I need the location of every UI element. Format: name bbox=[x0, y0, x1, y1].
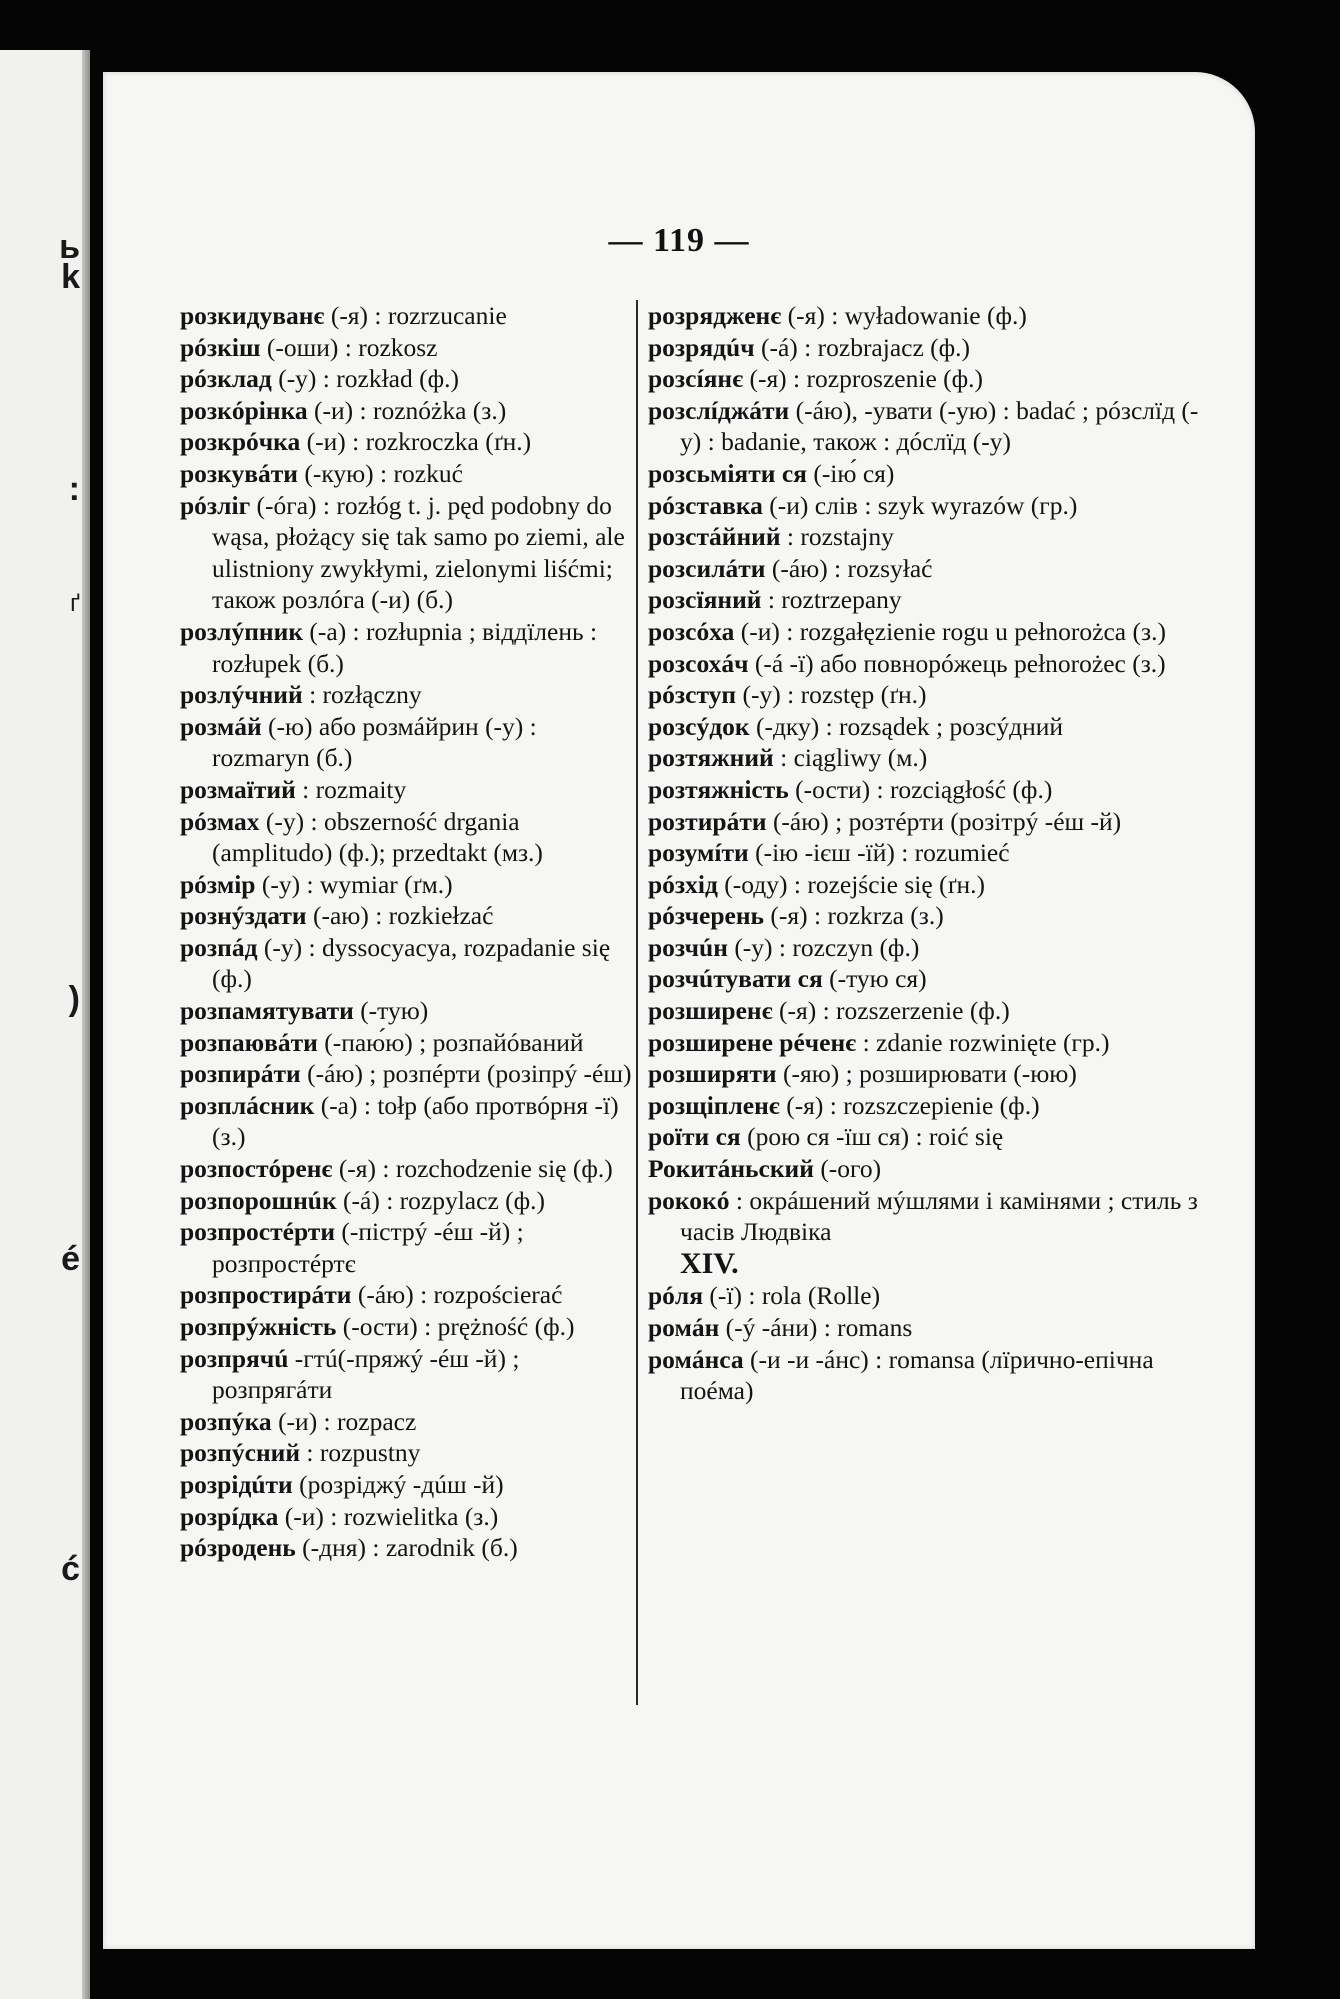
entry-headword: розсилáти bbox=[648, 553, 766, 583]
entry-definition: (-аю) : rozkiełzać bbox=[306, 901, 494, 931]
margin-fragment: ь bbox=[59, 228, 80, 266]
entry-headword: розмаїтий bbox=[180, 774, 296, 804]
entry-headword: рóзліг bbox=[180, 490, 251, 520]
entry-headword: розрíдка bbox=[180, 1501, 279, 1531]
previous-page-edge bbox=[0, 50, 90, 1999]
entry-headword: розпростéрти bbox=[180, 1217, 336, 1247]
entry-definition: (-я) : rozszerzenie (ф.) bbox=[772, 996, 1010, 1026]
entry-definition: (-паю́ю) ; розпайóваний bbox=[317, 1027, 584, 1057]
dictionary-entry bbox=[648, 1312, 1208, 1344]
dictionary-entry bbox=[648, 711, 1208, 743]
dictionary-entry bbox=[180, 616, 635, 679]
entry-headword: розщіпленє bbox=[648, 1090, 780, 1120]
dictionary-entry bbox=[648, 900, 1208, 932]
entry-headword: рóзхід bbox=[648, 869, 718, 899]
entry-headword: розпýсний bbox=[180, 1438, 301, 1468]
dictionary-entry bbox=[180, 711, 635, 774]
dictionary-entry bbox=[648, 932, 1208, 964]
entry-headword: ромáнса bbox=[648, 1344, 744, 1374]
entry-definition: (-ого) bbox=[813, 1154, 882, 1184]
dictionary-entry bbox=[180, 363, 635, 395]
entry-headword: рóзчерень bbox=[648, 901, 765, 931]
entry-headword: розпаювáти bbox=[180, 1027, 318, 1057]
entry-definition: : roztrzepany bbox=[761, 585, 902, 615]
dictionary-entry bbox=[648, 553, 1208, 585]
entry-definition: (-кую) : rozkuć bbox=[298, 458, 463, 488]
entry-definition: (-тую ся) bbox=[822, 964, 927, 994]
entry-definition: (-я) : rozchodzenie się (ф.) bbox=[332, 1154, 613, 1184]
entry-headword: розсохáч bbox=[648, 648, 749, 678]
entry-definition: (-оду) : rozejście się (ґн.) bbox=[717, 869, 985, 899]
entry-definition: (-ю) або розмáйрин (-у) : rozmaryn (б.) bbox=[212, 711, 537, 773]
dictionary-entry bbox=[180, 1216, 635, 1279]
entry-headword: рóзкіш bbox=[180, 332, 261, 362]
entry-definition: : zdanie rozwinięte (гр.) bbox=[856, 1027, 1110, 1057]
entry-headword: рóзмір bbox=[180, 869, 256, 899]
dictionary-entry bbox=[180, 490, 635, 616]
entry-headword: розумíти bbox=[648, 838, 749, 868]
entry-definition: (-и -и -áнс) : romansa (лїрично-епічна поéма) bbox=[680, 1344, 1154, 1406]
dictionary-entry bbox=[180, 1311, 635, 1343]
entry-headword: розлýпник bbox=[180, 616, 304, 646]
dictionary-entry bbox=[180, 1532, 635, 1564]
left-column bbox=[180, 300, 635, 1564]
dictionary-entry bbox=[648, 869, 1208, 901]
dictionary-entry bbox=[180, 1406, 635, 1438]
entry-headword: розсóха bbox=[648, 616, 735, 646]
dictionary-entry bbox=[648, 774, 1208, 806]
margin-fragment: ć bbox=[61, 1550, 80, 1588]
dictionary-entry bbox=[180, 426, 635, 458]
entry-definition: (-а) : tołp (або протвóрня -ї) (з.) bbox=[212, 1090, 619, 1152]
entry-headword: рóзродень bbox=[180, 1533, 296, 1563]
dictionary-entry bbox=[648, 584, 1208, 616]
dictionary-entry bbox=[180, 1185, 635, 1217]
dictionary-entry bbox=[648, 300, 1208, 332]
entry-headword: розпамятувати bbox=[180, 996, 354, 1026]
entry-definition: (-и) : rozwielitka (з.) bbox=[278, 1501, 499, 1531]
dictionary-entry bbox=[180, 869, 635, 901]
margin-fragment: é bbox=[61, 1240, 80, 1278]
dictionary-entry bbox=[180, 332, 635, 364]
dictionary-entry bbox=[648, 1121, 1208, 1153]
dictionary-entry bbox=[648, 1280, 1208, 1312]
entry-definition: (-дня) : zarodnik (б.) bbox=[295, 1533, 518, 1563]
entry-headword: Рокитáньский bbox=[648, 1154, 814, 1184]
entry-definition: (-у) : rozkład (ф.) bbox=[271, 364, 459, 394]
entry-headword: розкидуванє bbox=[180, 301, 325, 330]
entry-headword: розпýка bbox=[180, 1406, 272, 1436]
entry-headword: розтяжний bbox=[648, 743, 774, 773]
entry-headword: розтирáти bbox=[648, 806, 767, 836]
entry-headword: розкóрінка bbox=[180, 395, 308, 425]
entry-definition: (-áю) : rozpościerać bbox=[351, 1280, 563, 1310]
dictionary-entry bbox=[648, 616, 1208, 648]
dictionary-entry bbox=[180, 1090, 635, 1153]
entry-definition: (-и) слів : szyk wyrazów (гр.) bbox=[762, 490, 1078, 520]
entry-headword: розчúтувати ся bbox=[648, 964, 823, 994]
entry-headword: розпорошнúк bbox=[180, 1185, 337, 1215]
entry-definition: (-я) : wyładowanie (ф.) bbox=[781, 301, 1027, 330]
entry-definition: : ciągliwy (м.) bbox=[773, 743, 928, 773]
entry-definition: (-у) : obszerność drgania (amplitudo) (ф.); przedtakt (мз.) bbox=[212, 806, 543, 868]
book-spine bbox=[82, 50, 90, 1999]
entry-headword: рóля bbox=[648, 1281, 704, 1311]
dictionary-entry bbox=[180, 900, 635, 932]
dictionary-entry bbox=[648, 521, 1208, 553]
entry-headword: розлýчний bbox=[180, 680, 303, 710]
entry-definition: (-ї) : rola (Rolle) bbox=[703, 1281, 881, 1311]
entry-definition: (-я) : rozrzucanie bbox=[324, 301, 507, 330]
entry-definition: (-áю), -увати (-ую) : badać ; рóзслїд (-у) : badanie, також : дóслїд (-у) bbox=[680, 395, 1199, 457]
entry-headword: розсýдок bbox=[648, 711, 750, 741]
dictionary-entry bbox=[180, 774, 635, 806]
dictionary-entry bbox=[180, 679, 635, 711]
entry-definition: (-а) : rozłupnia ; віддїлень : rozłupek (б.) bbox=[212, 616, 598, 678]
entry-definition: (-и) : rozkroczka (ґн.) bbox=[300, 427, 532, 457]
entry-headword: ромáн bbox=[648, 1313, 720, 1342]
entry-definition: (-ію -ієш -їй) : rozumieć bbox=[748, 838, 1010, 868]
page-number: — 119 — bbox=[608, 222, 750, 259]
dictionary-entry bbox=[180, 806, 635, 869]
entry-definition: (-я) : rozszczepienie (ф.) bbox=[779, 1090, 1040, 1120]
entry-definition: : rozmaity bbox=[295, 774, 407, 804]
entry-headword: розрядúч bbox=[648, 332, 755, 362]
column-divider bbox=[636, 300, 638, 1705]
dictionary-entry bbox=[648, 332, 1208, 364]
entry-headword: розпрячú bbox=[180, 1343, 289, 1373]
entry-definition: (-я) : rozkrza (з.) bbox=[764, 901, 944, 931]
dictionary-entry bbox=[648, 1058, 1208, 1090]
dictionary-entry bbox=[180, 1153, 635, 1185]
entry-definition: (-áю) : rozsyłać bbox=[765, 553, 933, 583]
dictionary-entry bbox=[648, 1153, 1208, 1185]
dictionary-entry bbox=[180, 1343, 635, 1406]
margin-fragment: ґ bbox=[70, 590, 80, 617]
dictionary-entry bbox=[648, 363, 1208, 395]
entry-definition: (-ости) : prężność (ф.) bbox=[336, 1312, 575, 1341]
entry-definition: (-ý -áни) : romans bbox=[719, 1313, 913, 1342]
entry-definition: (-дку) : rozsądek ; розсýдний bbox=[749, 711, 1064, 741]
margin-fragment: ) bbox=[68, 980, 80, 1018]
entry-definition: (-у) : rozstęp (ґн.) bbox=[736, 680, 927, 710]
entry-tail: XIV. bbox=[680, 1246, 739, 1280]
entry-headword: розкрóчка bbox=[180, 427, 301, 457]
entry-headword: рóзставка bbox=[648, 490, 763, 520]
entry-headword: розстáйний bbox=[648, 522, 781, 552]
dictionary-entry bbox=[648, 1185, 1208, 1281]
dictionary-entry bbox=[648, 1090, 1208, 1122]
dictionary-entry bbox=[648, 963, 1208, 995]
entry-definition: (-á) : rozpylacz (ф.) bbox=[336, 1185, 546, 1215]
entry-headword: розсьміяти ся bbox=[648, 458, 807, 488]
entry-headword: розпростирáти bbox=[180, 1280, 352, 1310]
dictionary-entry bbox=[180, 395, 635, 427]
dictionary-entry bbox=[648, 1027, 1208, 1059]
entry-headword: розпостóренє bbox=[180, 1154, 333, 1184]
dictionary-entry bbox=[648, 490, 1208, 522]
entry-definition: : окрáшений мýшлями і камінями ; стиль з часів Людвіка bbox=[680, 1185, 1198, 1247]
entry-headword: розпáд bbox=[180, 932, 258, 962]
dictionary-page bbox=[103, 72, 1255, 1949]
entry-definition: -гтú(-пряжý -éш -й) ; розпрягáти bbox=[212, 1343, 520, 1405]
entry-headword: розширяти bbox=[648, 1059, 777, 1089]
dictionary-entry bbox=[648, 837, 1208, 869]
entry-headword: розчúн bbox=[648, 932, 728, 962]
entry-definition: (-яю) ; розширювати (-юю) bbox=[776, 1059, 1077, 1089]
dictionary-entry bbox=[180, 1437, 635, 1469]
entry-headword: рококó bbox=[648, 1185, 730, 1215]
right-column bbox=[648, 300, 1208, 1407]
entry-headword: розплáсник bbox=[180, 1090, 315, 1120]
entry-headword: розкувáти bbox=[180, 458, 298, 488]
entry-headword: розрідúти bbox=[180, 1469, 293, 1499]
dictionary-entry bbox=[180, 932, 635, 995]
dictionary-entry bbox=[180, 1469, 635, 1501]
margin-fragment: : bbox=[68, 470, 80, 508]
dictionary-entry bbox=[180, 300, 635, 332]
dictionary-entry bbox=[180, 1027, 635, 1059]
dictionary-entry bbox=[180, 458, 635, 490]
entry-headword: розпрýжність bbox=[180, 1312, 337, 1341]
entry-definition: (рою ся -їш ся) : roić się bbox=[740, 1122, 1004, 1152]
entry-headword: рóзступ bbox=[648, 680, 737, 710]
entry-definition: (-óга) : rozłóg t. j. pęd podobny do wąsa, płożący się tak samo po ziemi, ale ulistniony zwykłymi, zielonymi liśćmi; також розлóга (-и) (б.) bbox=[212, 490, 625, 615]
entry-definition: (-у) : dyssocyacya, rozpadanie się (ф.) bbox=[212, 932, 611, 994]
entry-definition: (-áю) ; розтéрти (розітрý -éш -й) bbox=[766, 806, 1122, 836]
entry-headword: роїти ся bbox=[648, 1122, 741, 1152]
entry-definition: : rozstajny bbox=[780, 522, 894, 552]
entry-definition: (-оши) : rozkosz bbox=[260, 332, 438, 362]
entry-definition: (-и) : rozpacz bbox=[271, 1406, 417, 1436]
entry-definition: (-и) : roznóżka (з.) bbox=[307, 395, 507, 425]
entry-definition: (-пістрý -éш -й) ; розпростéртє bbox=[212, 1217, 524, 1278]
entry-headword: рознýздати bbox=[180, 901, 307, 931]
entry-definition: (-ію́ ся) bbox=[806, 458, 895, 488]
dictionary-entry bbox=[648, 742, 1208, 774]
dictionary-entry bbox=[648, 648, 1208, 680]
entry-definition: (розріджý -дúш -й) bbox=[292, 1469, 504, 1499]
entry-headword: рóзклад bbox=[180, 364, 272, 394]
entry-headword: розсíянє bbox=[648, 364, 744, 394]
entry-headword: розрядженє bbox=[648, 301, 782, 330]
entry-definition: : rozłączny bbox=[302, 680, 422, 710]
dictionary-entry bbox=[180, 1279, 635, 1311]
entry-headword: розслíджáти bbox=[648, 395, 790, 425]
entry-headword: розмáй bbox=[180, 711, 262, 741]
dictionary-entry bbox=[180, 1058, 635, 1090]
entry-headword: розширенє bbox=[648, 996, 773, 1026]
dictionary-entry bbox=[648, 995, 1208, 1027]
dictionary-entry bbox=[648, 395, 1208, 458]
entry-headword: розсїяний bbox=[648, 585, 762, 615]
dictionary-entry bbox=[648, 1344, 1208, 1407]
entry-definition: (-áю) ; розпéрти (розіпрý -éш) bbox=[300, 1059, 632, 1089]
entry-headword: розширене рéченє bbox=[648, 1027, 857, 1057]
entry-headword: розтяжність bbox=[648, 774, 789, 804]
dictionary-entry bbox=[648, 806, 1208, 838]
entry-definition: (-á) : rozbrajacz (ф.) bbox=[754, 332, 971, 362]
entry-definition: (-и) : rozgałęzienie rogu u pełnorożca (з.) bbox=[734, 616, 1166, 646]
entry-definition: (-тую) bbox=[353, 996, 429, 1026]
dictionary-entry bbox=[180, 995, 635, 1027]
entry-definition: (-у) : wymiar (ґм.) bbox=[255, 869, 453, 899]
entry-definition: : rozpustny bbox=[300, 1438, 421, 1468]
margin-fragment: k bbox=[61, 258, 80, 296]
dictionary-entry bbox=[180, 1501, 635, 1533]
entry-definition: (-á -ї) або повнорóжець pełnorożec (з.) bbox=[748, 648, 1166, 678]
entry-definition: (-ости) : rozciągłość (ф.) bbox=[788, 774, 1053, 804]
dictionary-entry bbox=[648, 679, 1208, 711]
entry-headword: розпирáти bbox=[180, 1059, 301, 1089]
entry-headword: рóзмах bbox=[180, 806, 260, 836]
entry-definition: (-я) : rozproszenie (ф.) bbox=[743, 364, 984, 394]
dictionary-entry bbox=[648, 458, 1208, 490]
entry-definition: (-у) : rozczyn (ф.) bbox=[727, 932, 920, 962]
